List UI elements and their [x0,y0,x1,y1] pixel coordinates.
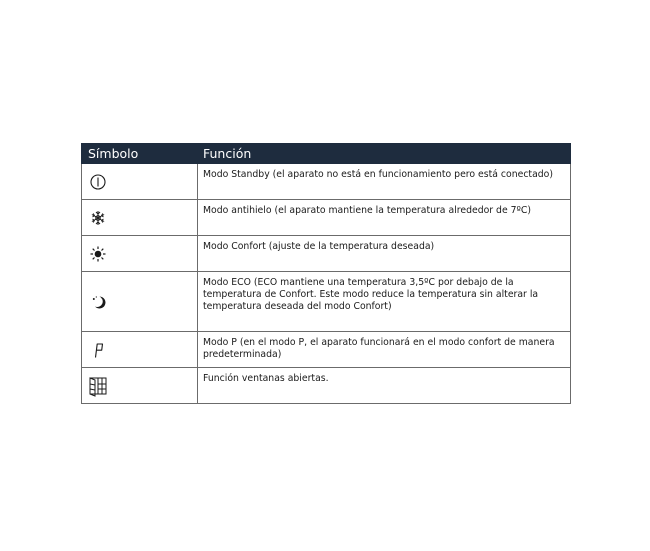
snowflake-antifreeze-icon [87,207,109,229]
symbol-cell [82,332,198,368]
power-standby-icon [87,171,109,193]
table-row [82,236,571,272]
open-window-icon [87,375,109,397]
function-cell: Modo ECO (ECO mantiene una temperatura 3,5ºC por debajo de la temperatura de Confort. Este modo reduce la temperatura sin alterar la temperatura deseada del modo Confort) [198,272,571,332]
table-row [82,164,571,200]
symbol-cell [82,236,198,272]
table-row [82,332,571,368]
header-symbol: Símbolo [82,144,198,164]
symbol-cell [82,272,198,332]
function-cell: Modo Confort (ajuste de la temperatura deseada) [198,236,571,272]
moon-eco-icon [87,291,109,313]
symbol-cell [82,164,198,200]
table-row [82,368,571,404]
symbol-cell [82,200,198,236]
function-cell: Modo P (en el modo P, el aparato funcionará en el modo confort de manera predeterminada) [198,332,571,368]
function-cell: Función ventanas abiertas. [198,368,571,404]
function-cell: Modo Standby (el aparato no está en funcionamiento pero está conectado) [198,164,571,200]
symbol-function-table [81,143,571,404]
p-mode-icon [87,339,109,361]
table-header-row [82,144,571,164]
sun-comfort-icon [87,243,109,265]
table-row [82,272,571,332]
function-cell: Modo antihielo (el aparato mantiene la temperatura alrededor de 7ºC) [198,200,571,236]
symbol-cell [82,368,198,404]
table-row [82,200,571,236]
header-function: Función [198,144,571,164]
